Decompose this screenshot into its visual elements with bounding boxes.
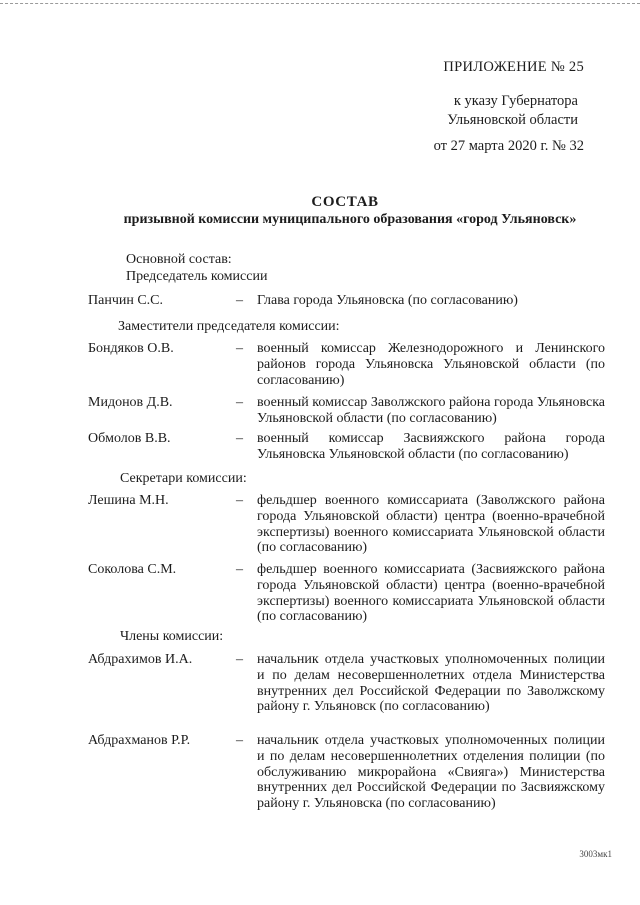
member-name: Соколова С.М.: [88, 562, 177, 577]
member-name: Абдрахимов И.А.: [88, 652, 193, 667]
document-title: СОСТАВ: [311, 194, 379, 210]
dash: –: [236, 293, 243, 308]
annex-number: ПРИЛОЖЕНИЕ № 25: [443, 59, 584, 75]
dash: –: [236, 733, 243, 748]
member-name: Лешина М.Н.: [88, 493, 169, 508]
member-position: военный комиссар Заволжского района города Ульяновска Ульяновской области (по согласованию): [257, 395, 605, 426]
member-position: фельдшер военного комиссариата (Заволжского района города Ульяновской области) центра (военно-врачебной экспертизы) военного комиссариата Ульяновской области (по согласованию): [257, 493, 605, 556]
member-name: Обмолов В.В.: [88, 431, 171, 446]
member-name: Абдрахманов Р.Р.: [88, 733, 191, 748]
dash: –: [236, 652, 243, 667]
member-position: Глава города Ульяновска (по согласованию): [257, 293, 518, 308]
member-name: Мидонов Д.В.: [88, 395, 173, 410]
member-position: военный комиссар Железнодорожного и Ленинского районов города Ульяновска Ульяновской области (по согласованию): [257, 341, 605, 388]
member-name: Панчин С.С.: [88, 293, 164, 308]
scan-top-edge: [0, 3, 640, 4]
dash: –: [236, 493, 243, 508]
member-position: военный комиссар Засвияжского района города Ульяновска Ульяновской области (по согласованию): [257, 431, 605, 462]
members-label: Члены комиссии:: [120, 629, 224, 644]
decree-date: от 27 марта 2020 г. № 32: [433, 138, 584, 154]
member-position: фельдшер военного комиссариата (Засвияжского района города Ульяновской области) центра (военно-врачебной экспертизы) военного комиссариата Ульяновской области (по согласованию): [257, 562, 605, 625]
decree-reference-line2: Ульяновской области: [447, 112, 578, 128]
deputies-label: Заместители председателя комиссии:: [118, 319, 340, 334]
dash: –: [236, 395, 243, 410]
decree-reference-line1: к указу Губернатора: [453, 93, 578, 109]
member-name: Бондяков О.В.: [88, 341, 174, 356]
member-position: начальник отдела участковых уполномоченных полиции и по делам несовершеннолетних отделения полиции (по обслуживанию микрорайона «Свияга») Министерства внутренних дел Российской Федерации по Засвияжскому району г. Ульяновска (по согласованию): [257, 733, 605, 812]
chair-label: Председатель комиссии: [126, 269, 268, 284]
dash: –: [236, 562, 243, 577]
document-subtitle: призывной комиссии муниципального образования «город Ульяновск»: [123, 212, 577, 227]
footer-code: 3003мк1: [579, 849, 612, 859]
dash: –: [236, 341, 243, 356]
dash: –: [236, 431, 243, 446]
main-composition-label: Основной состав:: [126, 252, 232, 267]
member-position: начальник отдела участковых уполномоченных полиции и по делам несовершеннолетних отдела Министерства внутренних дел Российской Федерации по Заволжскому району г. Ульяновск (по согласованию): [257, 652, 605, 715]
secretaries-label: Секретари комиссии:: [120, 471, 247, 486]
